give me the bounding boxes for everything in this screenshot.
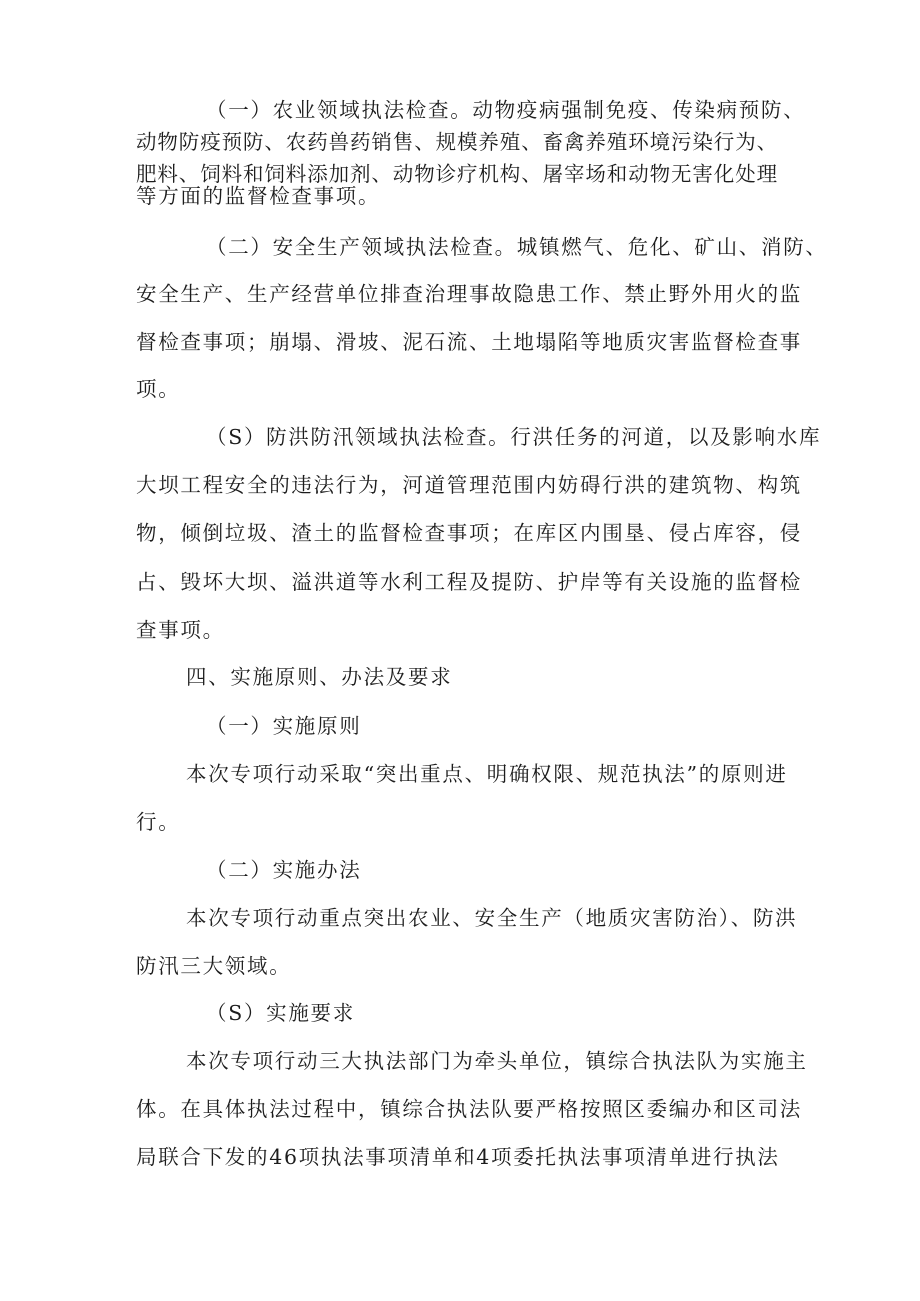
- paragraph-line: 本次专项行动三大执法部门为牵头单位，镇综合执法队为实施主: [186, 1049, 808, 1073]
- paragraph-line: 肥料、饲料和饲料添加剂、动物诊疗机构、屠宰场和动物无害化处理: [136, 162, 778, 186]
- paragraph-line: 局联合下发的46项执法事项清单和4项委托执法事项清单进行执法: [136, 1145, 780, 1169]
- paragraph-line: 本次专项行动重点突出农业、安全生产（地质灾害防治）、防洪: [186, 906, 798, 930]
- paragraph-line: 大坝工程安全的违法行为，河道管理范围内妨碍行洪的建筑物、构筑: [136, 473, 802, 497]
- paragraph-line: 占、毁坏大坝、溢洪道等水利工程及提防、护岸等有关设施的监督检: [136, 570, 802, 594]
- paragraph-line: 本次专项行动采取“突出重点、明确权限、规范执法”的原则进: [186, 762, 788, 786]
- subsection-heading: （二）实施办法: [206, 858, 362, 882]
- paragraph-line: 安全生产、生产经营单位排查治理事故隐患工作、禁止野外用火的监: [136, 282, 802, 306]
- paragraph-line: 动物防疫预防、农药兽药销售、规模养殖、畜禽养殖环境污染行为、: [136, 130, 778, 154]
- paragraph-line: （S）防洪防汛领域执法检查。行洪任务的河道，以及影响水库: [206, 425, 822, 449]
- section-heading: 四、实施原则、办法及要求: [186, 665, 453, 689]
- paragraph-line: 物，倾倒垃圾、渣土的监督检查事项；在库区内围垦、侵占库容，侵: [136, 521, 802, 545]
- paragraph-line: 查事项。: [136, 618, 225, 642]
- subsection-heading: （一）实施原则: [206, 714, 362, 738]
- paragraph-line: （一）农业领域执法检查。动物疫病强制免疫、传染病预防、: [206, 98, 806, 122]
- paragraph-line: 体。在具体执法过程中，镇综合执法队要严格按照区委编办和区司法: [136, 1097, 802, 1121]
- paragraph-line: 等方面的监督检查事项。: [136, 184, 381, 208]
- paragraph-line: 项。: [136, 377, 181, 401]
- paragraph-line: 防汛三大领域。: [136, 954, 292, 978]
- paragraph-line: 行。: [136, 810, 181, 834]
- subsection-heading: （S）实施要求: [206, 1001, 355, 1025]
- paragraph-line: 督检查事项；崩塌、滑坡、泥石流、土地塌陷等地质灾害监督检查事: [136, 330, 802, 354]
- paragraph-line: （二）安全生产领域执法检查。城镇燃气、危化、矿山、消防、: [206, 235, 828, 259]
